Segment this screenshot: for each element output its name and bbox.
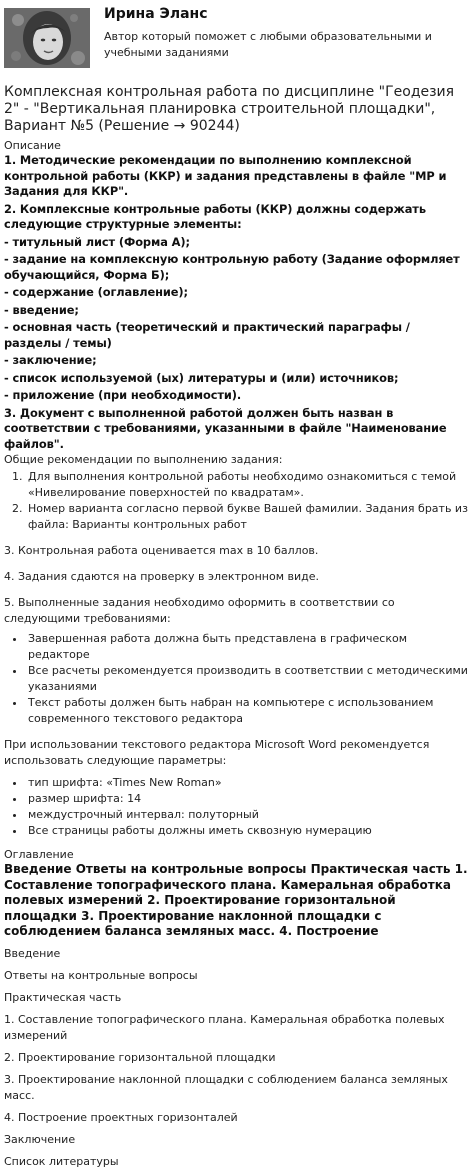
structure-item: - основная часть (теоретический и практический параграфы / разделы / темы) — [4, 320, 410, 350]
params-list — [4, 775, 470, 839]
structure-paragraph: 2. Комплексные контрольные работы (ККР) должны содержать следующие структурные элементы: — [4, 201, 426, 231]
general-recommendations-label: Общие рекомендации по выполнению задания: — [4, 453, 283, 466]
list-item: • Все расчеты рекомендуется производить в соответствии с методическими указаниями — [26, 663, 470, 695]
list-item: • Завершенная работа должна быть представлена в графическом редакторе — [26, 631, 470, 663]
toc-summary: Введение Ответы на контрольные вопросы Практическая часть 1. Составление топографического плана. Камеральная обработка полевых измерений 2. Проектирование горизонтальной площадки 3. Проектирование наклонной площадки с соблюдением баланса земляных масс. 4. Построение — [4, 862, 468, 938]
toc-item: Ответы на контрольные вопросы — [4, 968, 198, 982]
avatar-photo — [4, 8, 90, 68]
word-note: При использовании текстового редактора Microsoft Word рекомендуется использовать следующие параметры: — [4, 738, 430, 767]
toc-list — [4, 946, 470, 1170]
work-title: Комплексная контрольная работа по дисциплине "Геодезия 2" - "Вертикальная планировка строительной площадки", Вариант №5 (Решение → 90244) — [4, 84, 455, 134]
toc-item: Введение — [4, 946, 61, 960]
list-item: • размер шрифта: 14 — [26, 791, 470, 807]
structure-item: - задание на комплексную контрольную работу (Задание оформляет обучающийся, Форма Б); — [4, 252, 460, 282]
toc-item: 1. Составление топографического плана. Камеральная обработка полевых измерений — [4, 1012, 445, 1042]
toc-item: 3. Проектирование наклонной площадки с соблюдением баланса земляных масс. — [4, 1072, 448, 1102]
structure-item: - титульный лист (Форма А); — [4, 234, 190, 249]
description-section — [4, 138, 470, 839]
structure-item: - список используемой (ых) литературы и (или) источников; — [4, 370, 399, 385]
recommendations-list — [4, 469, 470, 533]
toc-item: Заключение — [4, 1132, 76, 1146]
toc-item: Практическая часть — [4, 990, 122, 1004]
list-item: 1. Для выполнения контрольной работы необходимо ознакомиться с темой «Нивелирование поверхностей по квадратам». — [26, 469, 470, 501]
structure-item: - приложение (при необходимости). — [4, 388, 242, 402]
method-paragraph: 1. Методические рекомендации по выполнению комплексной контрольной работы (ККР) и задания представлены в файле "МР и Задания для ККР". — [4, 153, 447, 198]
author-avatar[interactable] — [4, 8, 90, 68]
list-item: • тип шрифта: «Times New Roman» — [26, 775, 470, 791]
requirements-list — [4, 631, 470, 727]
list-item: 2. Номер варианта согласно первой букве Вашей фамилии. Задания брать из файла: Варианты контрольных работ — [26, 501, 470, 533]
structure-item: - введение; — [4, 302, 79, 317]
toc-item: 4. Построение проектных горизонталей — [4, 1110, 238, 1124]
description-label: Описание — [4, 139, 61, 152]
toc-item: 2. Проектирование горизонтальной площадки — [4, 1050, 276, 1064]
naming-paragraph: 3. Документ с выполненной работой должен быть назван в соответствии с требованиями, указанными в файле "Наименование файлов". — [4, 405, 447, 451]
toc-section — [4, 847, 470, 1170]
author-header — [0, 0, 474, 72]
list-item: • междустрочный интервал: полуторный — [26, 807, 470, 823]
submission-text: 4. Задания сдаются на проверку в электронном виде. — [4, 570, 320, 583]
list-item: • Все страницы работы должны иметь сквозную нумерацию — [26, 823, 470, 839]
list-item: • Текст работы должен быть набран на компьютере с использованием современного текстового редактора — [26, 695, 470, 727]
toc-item: Список литературы — [4, 1154, 119, 1168]
structure-item: - содержание (оглавление); — [4, 285, 188, 299]
author-description: Автор который поможет с любыми образовательными и учебными заданиями — [104, 30, 432, 59]
structure-item: - заключение; — [4, 353, 97, 367]
author-name[interactable]: Ирина Эланс — [104, 6, 208, 22]
toc-label: Оглавление — [4, 848, 74, 861]
grading-text: 3. Контрольная работа оценивается max в 10 баллов. — [4, 544, 319, 557]
requirements-intro: 5. Выполненные задания необходимо оформить в соответствии со следующими требованиями: — [4, 596, 395, 625]
